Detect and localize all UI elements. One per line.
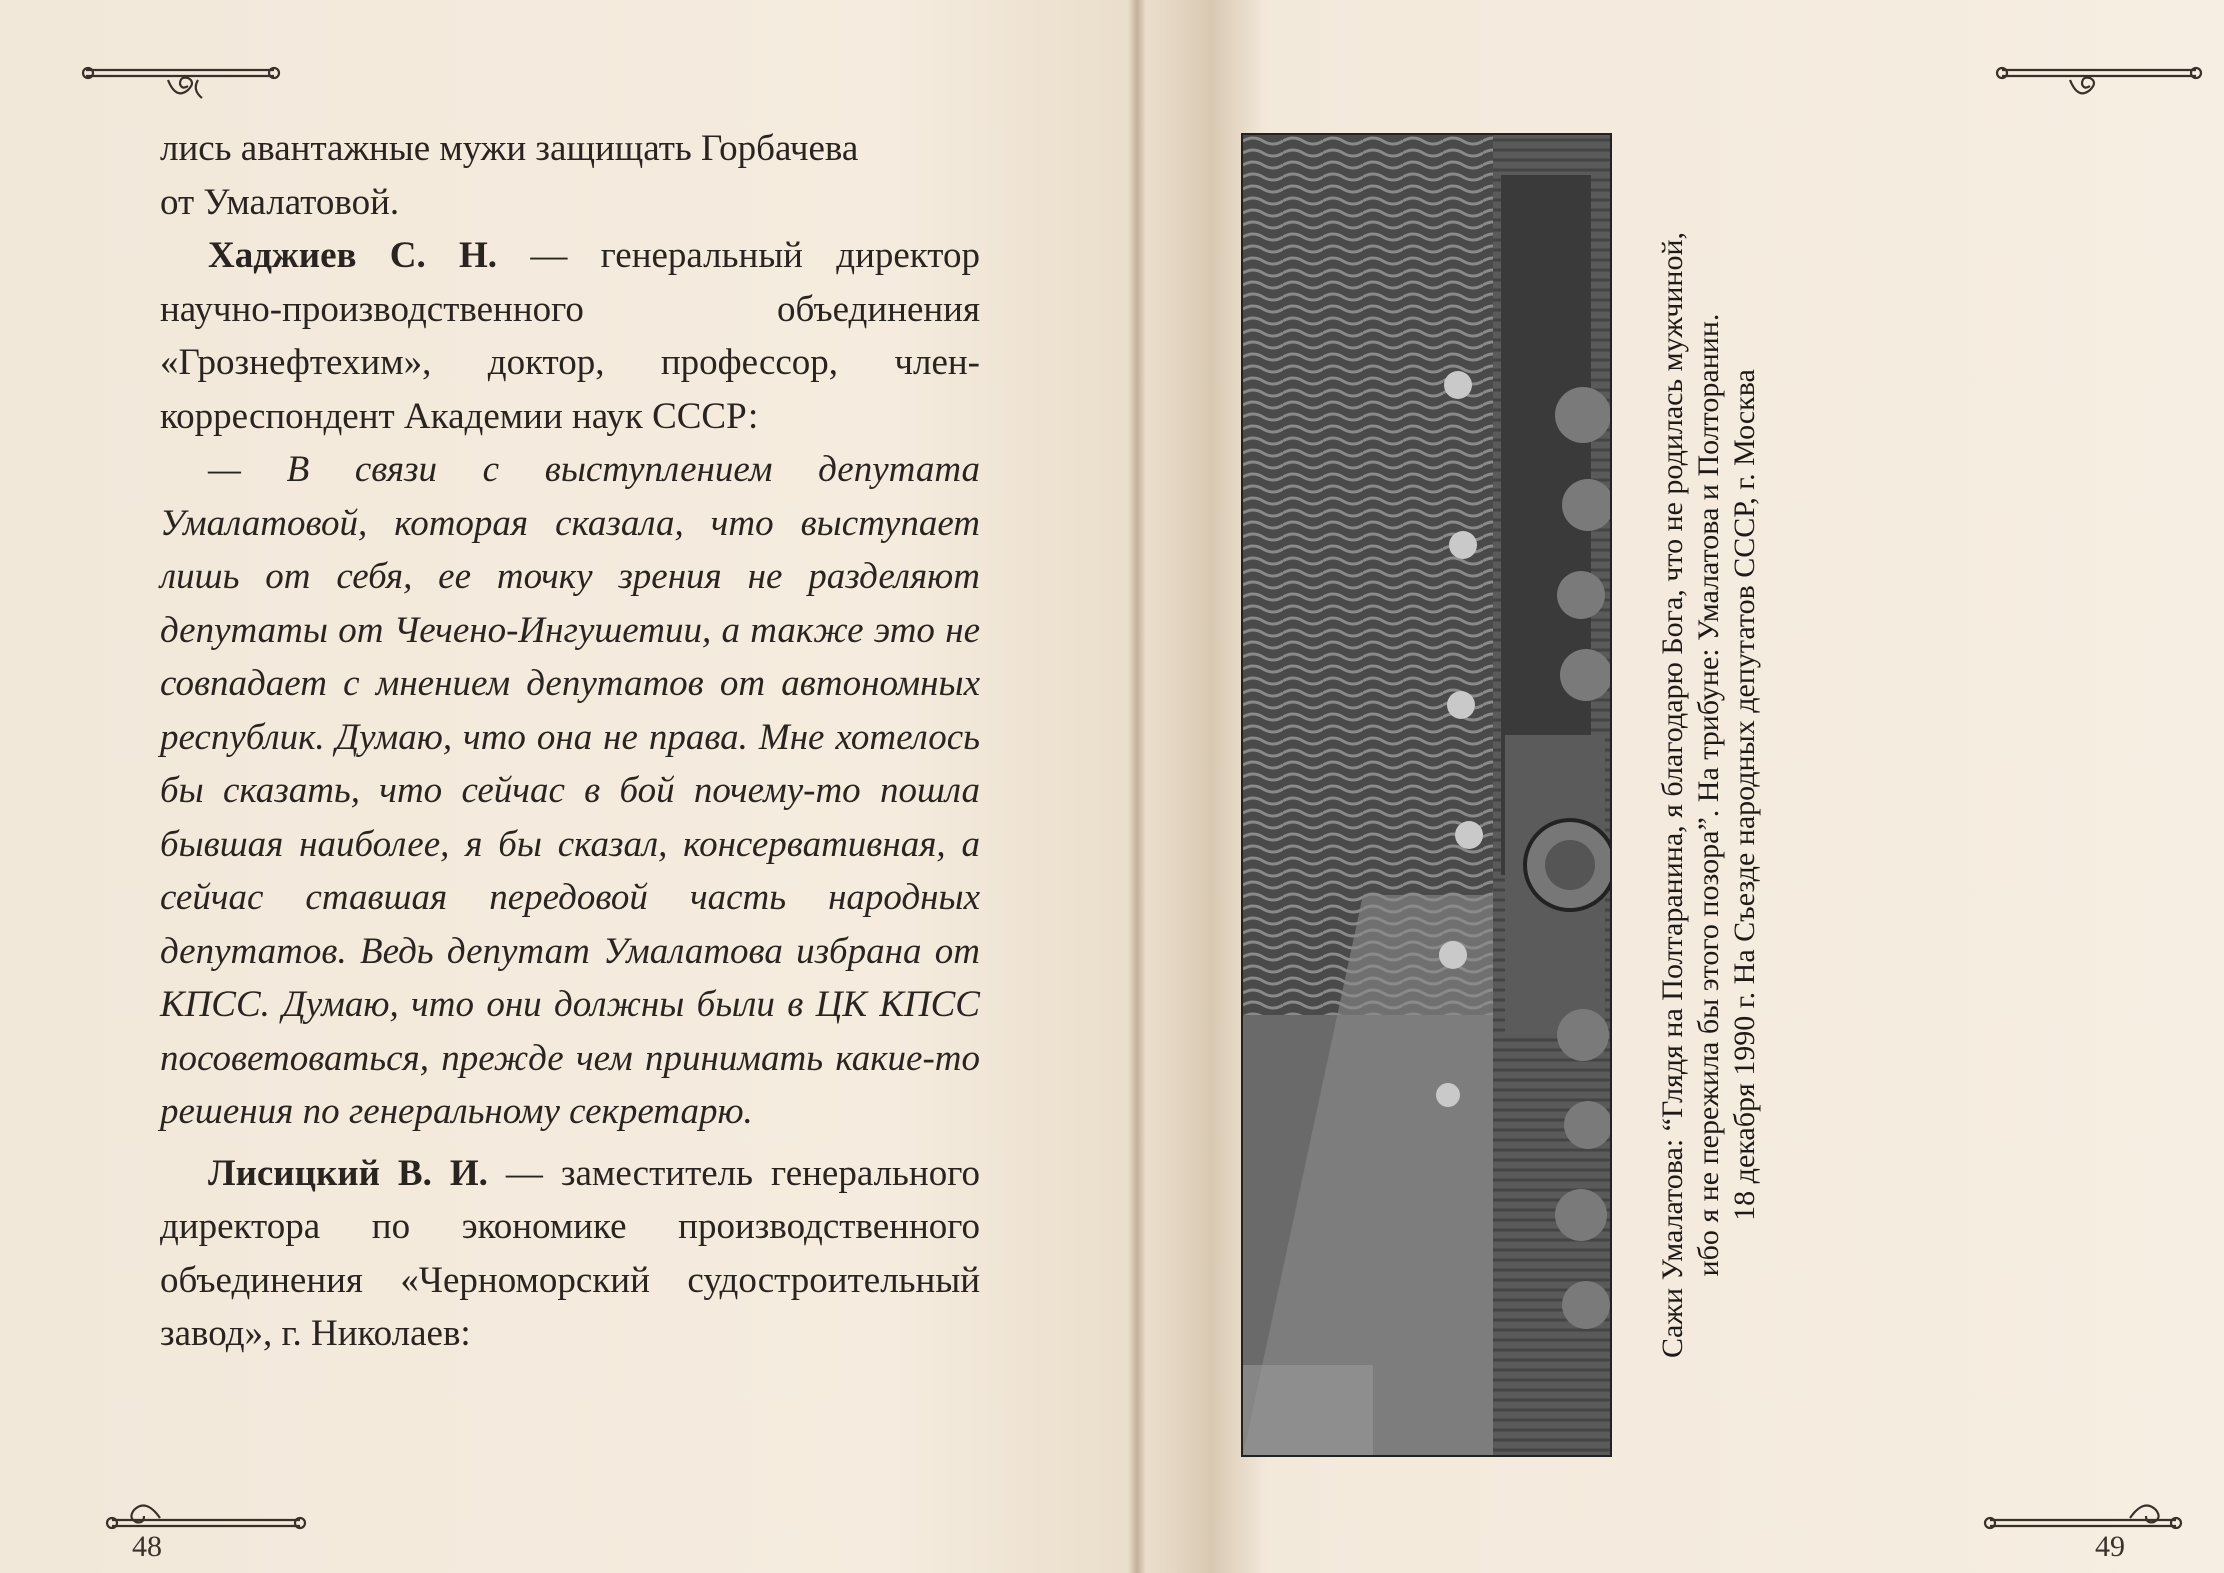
person-description: — заместитель генерального директора по экономике производственного объединения «Черноморский судостроительный завод», г. Николаев: xyxy=(160,1152,980,1354)
caption-line: Сажи Умалатова: “Глядя на Полтаранина, я благодарю Бога, что не родилась мужчиной, xyxy=(1656,232,1689,1359)
body-text xyxy=(160,122,980,1361)
caption-line: ибо я не пережила бы этого позора”. На трибуне: Умалатова и Полторанин. xyxy=(1692,313,1725,1277)
bottom-ornament-icon xyxy=(1980,1490,2190,1550)
page-number-right: 49 xyxy=(2095,1530,2125,1563)
quote-paragraph: — В связи с выступлением депутата Умалатовой, которая сказала, что выступает лишь от себя, ее точку зрения не разделяют депутаты от Чечено-Ингушетии, а также это не совпадает с мнением депутатов от автономных республик. Думаю, что она не права. Мне хотелось бы сказать, что сейчас в бой почему-то пошла бывшая наиболее, я бы сказал, консервативная, а сейчас ставшая передовой часть народных депутатов. Ведь депутат Умалатова избрана от КПСС. Думаю, что они должны были в ЦК КПСС посоветоваться, прежде чем принимать какие-то решения по генеральному секретарю. xyxy=(160,449,980,1132)
paragraph xyxy=(160,122,980,229)
text-line: лись авантажные мужи защищать Горбачева xyxy=(160,128,859,169)
caption-line: 18 декабря 1990 г. На Съезде народных депутатов СССР, г. Москва xyxy=(1728,369,1761,1221)
page-number-left: 48 xyxy=(132,1530,162,1563)
person-name: Хаджиев С. Н. xyxy=(208,235,498,276)
paragraph xyxy=(160,1147,980,1361)
photo-caption xyxy=(1655,135,1885,1455)
congress-photo xyxy=(1243,135,1610,1455)
person-description: — генеральный директор научно-производственного объединения «Грознефтехим», доктор, профессор, член-корреспондент Академии наук СССР: xyxy=(160,235,980,437)
photo-image-icon xyxy=(1243,135,1610,1455)
paragraph xyxy=(160,229,980,443)
top-ornament-icon xyxy=(78,52,288,122)
text-line: от Умалатовой. xyxy=(160,181,400,223)
top-ornament-icon xyxy=(1990,52,2210,122)
person-name: Лисицкий В. И. xyxy=(208,1152,488,1194)
